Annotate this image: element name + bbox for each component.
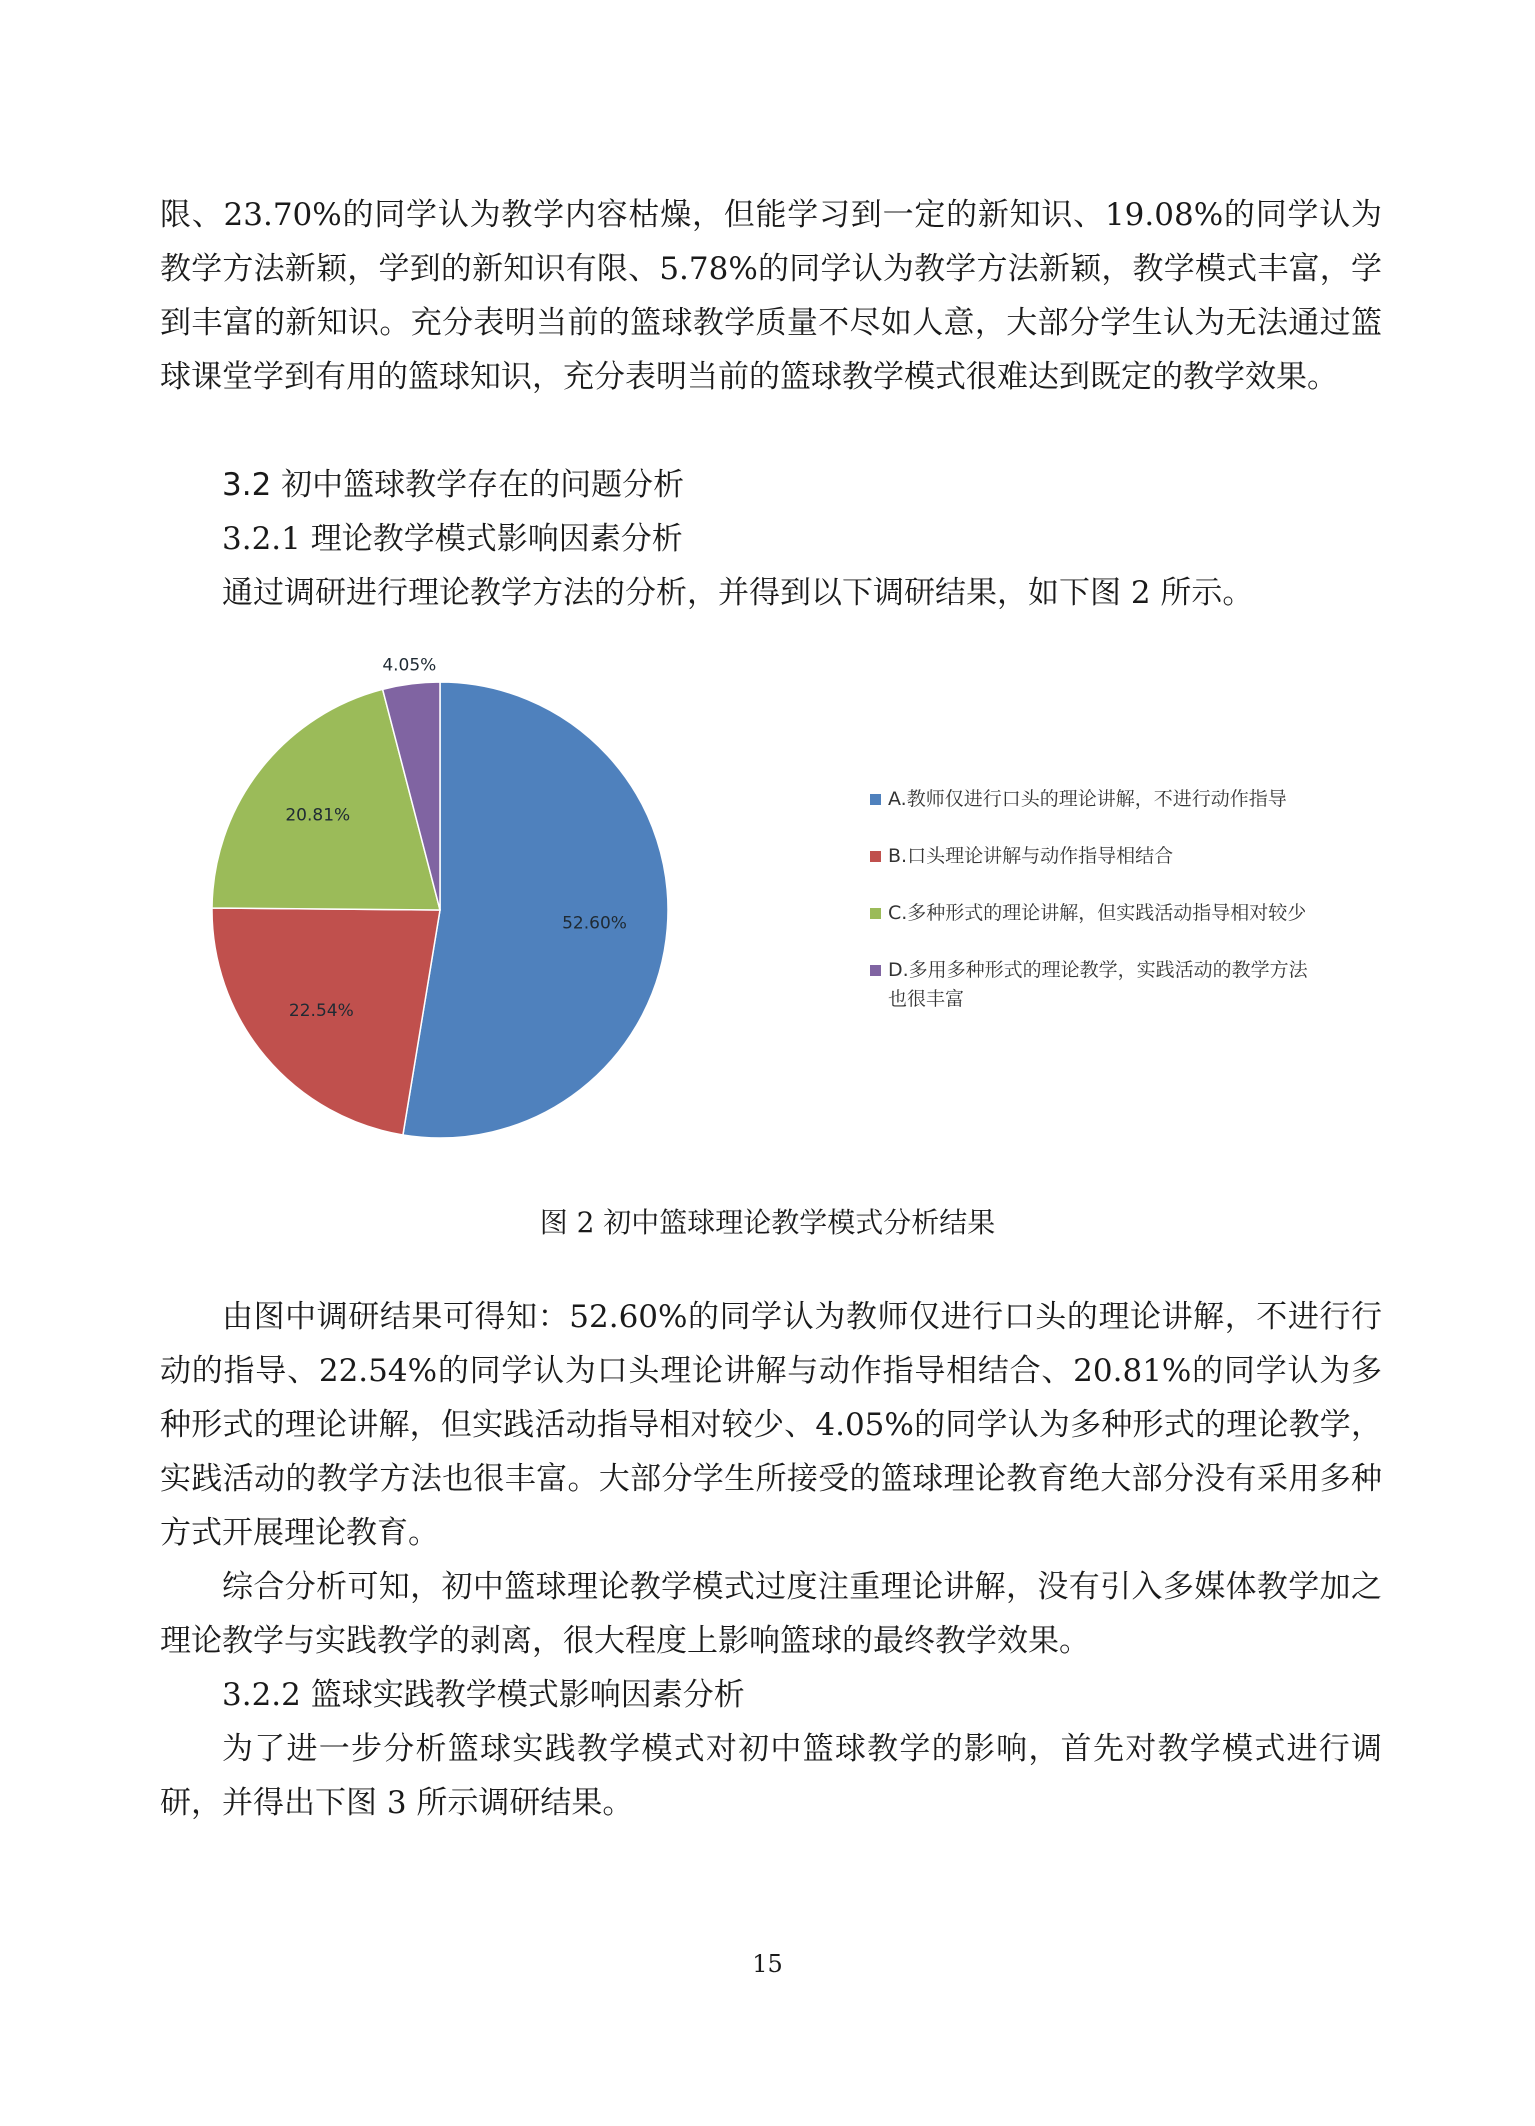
section-heading-3-2: 3.2 初中篮球教学存在的问题分析 bbox=[222, 467, 685, 503]
pie-slice-b bbox=[212, 908, 440, 1135]
pie-slice-label-d: 4.05% bbox=[382, 655, 437, 676]
paragraph-survey-intro: 通过调研进行理论教学方法的分析，并得到以下调研结果，如下图 2 所示。 bbox=[222, 575, 1254, 611]
pie-slice-label-c: 20.81% bbox=[285, 805, 351, 826]
figure-caption: 图 2 初中篮球理论教学模式分析结果 bbox=[539, 1206, 996, 1239]
paragraph-results: 由图中调研结果可得知：52.60%的同学认为教师仅进行口头的理论讲解，不进行行动的指导、22.54%的同学认为口头理论讲解与动作指导相结合、20.81%的同学认为多种形式的理论讲解，但实践活动指导相对较少、4.05%的同学认为多种形式的理论教学，实践活动的教学方法也很丰富。大部分学生所接受的篮球理论教育绝大部分没有采用多种方式开展理论教育。 bbox=[160, 1299, 1382, 1551]
legend-item-a bbox=[870, 785, 1310, 814]
subsection-heading-3-2-1: 3.2.1 理论教学模式影响因素分析 bbox=[222, 521, 683, 557]
legend-item-d bbox=[870, 956, 1310, 1014]
pie-chart bbox=[200, 650, 680, 1190]
legend-swatch-b bbox=[870, 851, 881, 862]
legend-item-b bbox=[870, 842, 1310, 871]
page-number: 15 bbox=[752, 1950, 783, 1978]
paragraph-analysis: 综合分析可知，初中篮球理论教学模式过度注重理论讲解，没有引入多媒体教学加之理论教学与实践教学的剥离，很大程度上影响篮球的最终教学效果。 bbox=[160, 1569, 1382, 1659]
legend-swatch-a bbox=[870, 794, 881, 805]
legend-swatch-d bbox=[870, 965, 881, 976]
pie-slice-a bbox=[403, 682, 668, 1138]
pie-slice-label-b: 22.54% bbox=[288, 1000, 354, 1021]
legend-item-c bbox=[870, 899, 1310, 928]
legend-swatch-c bbox=[870, 908, 881, 919]
legend-label-b: B.口头理论讲解与动作指导相结合 bbox=[888, 845, 1174, 867]
pie-slice-label-a: 52.60% bbox=[562, 913, 627, 934]
paragraph-practice-intro: 为了进一步分析篮球实践教学模式对初中篮球教学的影响，首先对教学模式进行调研，并得出下图 3 所示调研结果。 bbox=[160, 1731, 1382, 1821]
legend-label-d: D.多用多种形式的理论教学，实践活动的教学方法也很丰富 bbox=[888, 959, 1308, 1010]
subsection-heading-3-2-2: 3.2.2 篮球实践教学模式影响因素分析 bbox=[222, 1677, 745, 1713]
chart-legend bbox=[870, 785, 1310, 1042]
paragraph-intro: 限、23.70%的同学认为教学内容枯燥，但能学习到一定的新知识、19.08%的同学认为教学方法新颖，学到的新知识有限、5.78%的同学认为教学方法新颖，教学模式丰富，学到丰富的新知识。充分表明当前的篮球教学质量不尽如人意，大部分学生认为无法通过篮球课堂学到有用的篮球知识，充分表明当前的篮球教学模式很难达到既定的教学效果。 bbox=[160, 197, 1382, 395]
legend-label-a: A.教师仅进行口头的理论讲解，不进行动作指导 bbox=[888, 788, 1287, 810]
legend-label-c: C.多种形式的理论讲解，但实践活动指导相对较少 bbox=[888, 902, 1307, 924]
